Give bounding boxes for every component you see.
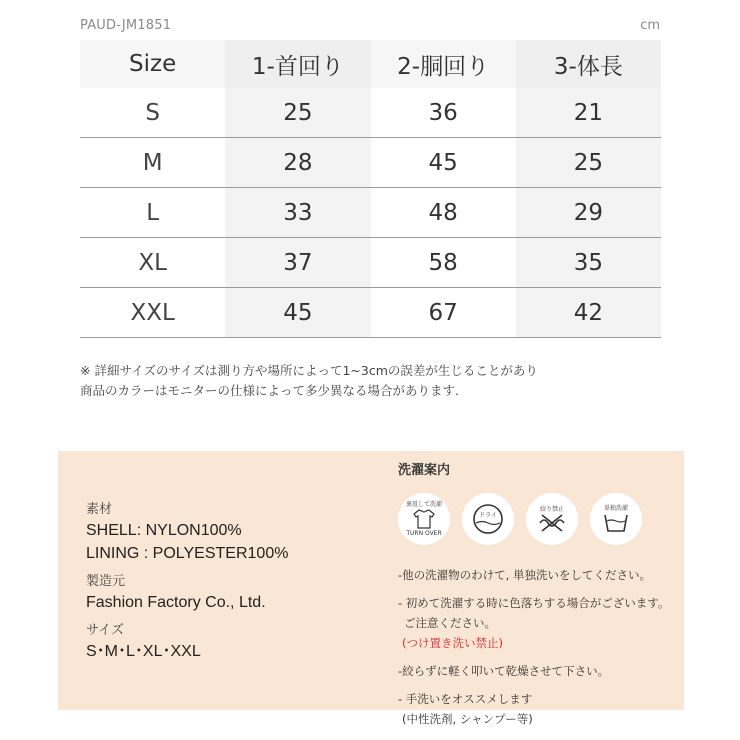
cell-neck: 25 [225, 88, 370, 138]
size-table [80, 40, 661, 338]
care-line: - 初めて洗濯する時に色落ちする場合がございます。 [398, 596, 670, 610]
care-item [398, 689, 678, 729]
care-line: -絞らずに軽く叩いて乾燥させて下さい。 [398, 664, 610, 678]
icon-caption: 絞り禁止 [539, 505, 564, 513]
cell-size: XL [80, 238, 225, 288]
size-table-header-row [80, 40, 661, 88]
maker-name: Fashion Factory Co., Ltd. [86, 594, 266, 611]
column-header-neck: 1-首回り [225, 40, 370, 88]
cell-neck: 28 [225, 138, 370, 188]
unit-label: cm [640, 18, 660, 33]
cell-length: 21 [516, 88, 661, 138]
care-line: -他の洗濯物のわけて, 単独洗いをしてください。 [398, 568, 651, 582]
note-line: 商品のカラーはモニターの仕様によって多少異なる場合があります. [80, 383, 459, 398]
maker-label: 製造元 [86, 573, 126, 588]
care-item [398, 565, 678, 585]
size-note [80, 361, 538, 401]
cell-chest: 48 [371, 188, 516, 238]
icon-caption: 裏返して洗濯 [405, 501, 442, 508]
turn-over-wash-icon [398, 493, 450, 545]
icon-subcaption: TURN OVER [406, 530, 442, 537]
cell-neck: 45 [225, 288, 370, 338]
column-header-chest: 2-胴回り [371, 40, 516, 88]
cell-size: M [80, 138, 225, 188]
shell-material: SHELL: NYLON100% [86, 522, 242, 539]
icon-caption: ドライ [479, 512, 497, 519]
cell-neck: 37 [225, 238, 370, 288]
cell-size: S [80, 88, 225, 138]
cell-neck: 33 [225, 188, 370, 238]
care-line: ご注意ください。 [404, 616, 496, 630]
size-list: S･M･L･XL･XXL [86, 643, 201, 660]
table-row [80, 138, 661, 188]
cell-length: 29 [516, 188, 661, 238]
table-row [80, 238, 661, 288]
info-panel [58, 451, 684, 726]
table-row [80, 88, 661, 138]
cell-length: 25 [516, 138, 661, 188]
care-section [398, 461, 678, 737]
no-wring-icon [526, 493, 578, 545]
size-label: サイズ [86, 622, 124, 637]
product-code: PAUD-JM1851 [80, 18, 172, 33]
cell-size: L [80, 188, 225, 238]
column-header-size: Size [80, 40, 225, 88]
hand-wash-icon [590, 493, 642, 545]
icon-caption: 単独洗濯 [603, 504, 628, 512]
care-item [398, 661, 678, 681]
table-row [80, 188, 661, 238]
cell-length: 42 [516, 288, 661, 338]
material-section [86, 499, 288, 663]
care-line: - 手洗いをオススメします [398, 692, 533, 706]
care-warning: (つけ置き洗い禁止) [402, 636, 503, 650]
cell-length: 35 [516, 238, 661, 288]
table-row [80, 288, 661, 338]
cell-chest: 67 [371, 288, 516, 338]
care-icons [398, 493, 678, 549]
cell-chest: 58 [371, 238, 516, 288]
cell-chest: 36 [371, 88, 516, 138]
material-label: 素材 [86, 501, 113, 516]
cell-size: XXL [80, 288, 225, 338]
note-line: ※ 詳細サイズのサイズは測り方や場所によって1~3cmの誤差が生じることがあり [80, 363, 538, 378]
column-header-length: 3-体長 [516, 40, 661, 88]
care-item [398, 593, 678, 653]
care-line: (中性洗剤, シャンプー等) [402, 712, 533, 726]
lining-material: LINING : POLYESTER100% [86, 545, 289, 562]
care-instructions [398, 565, 678, 729]
care-title: 洗濯案内 [398, 463, 451, 478]
cell-chest: 45 [371, 138, 516, 188]
dry-icon [462, 493, 514, 545]
